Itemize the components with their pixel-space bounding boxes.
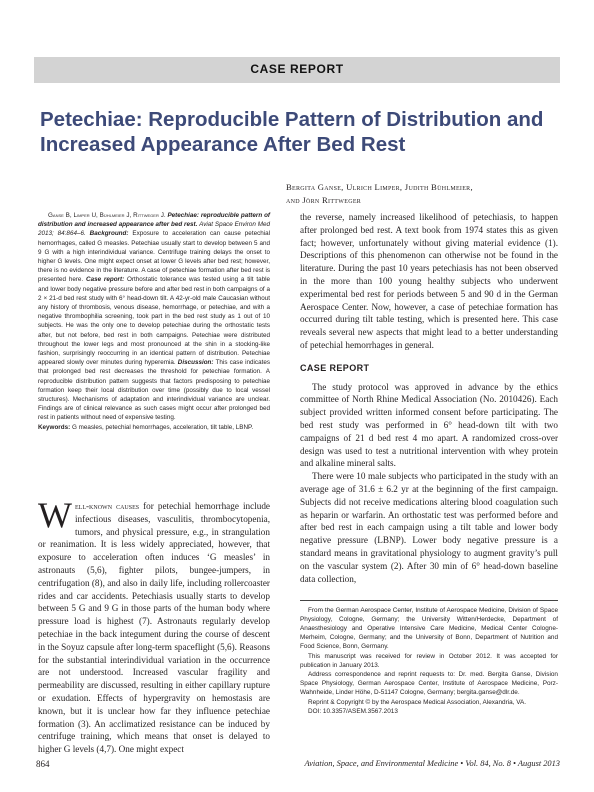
case-report-heading: CASE REPORT	[300, 362, 370, 373]
intro-lead: ell-known causes	[74, 501, 140, 511]
discussion-text: This case indicates that prolonged bed rest decreases the threshold for petechiae formation. A reproducible distribution pattern suggests that factors predisposing to petechiae formation keep their local distribution over time (possibly due to local vessel structures). Mechanisms of adaptation and interindividual variance are unclear. Findings are of clinical relevance as such cases might occur after prolonged bed rest in patients without need of expensive testing.	[38, 359, 270, 422]
keywords-text: G measles, petechial hemorrhages, acceleration, tilt table, LBNP.	[71, 423, 254, 431]
case-label: Case report:	[86, 276, 125, 284]
discussion-label: Discussion:	[177, 359, 214, 367]
copyright-note: Reprint & Copyright © by the Aerospace Medical Association, Alexandria, VA.	[308, 698, 527, 706]
section-banner	[34, 57, 560, 83]
received-note: This manuscript was received for review in October 2012. It was accepted for publication in January 2013.	[300, 652, 558, 669]
doi-note: DOI: 10.3357/ASEM.3567.2013	[308, 708, 398, 715]
keywords-label: Keywords:	[38, 423, 71, 431]
introduction	[38, 495, 270, 756]
case-report-paragraph: There were 10 male subjects who participated in the study with an average age of 31.6 ± 6.2 yr at the beginning of the first campaign. Subjects did not receive medications altering blood coagulation such as heparin or warfarin. An orthostatic test was performed before and after bed rest in each campaign using a tilt table and lower body negative pressure (LBNP). Lower body negative pressure is a standard means in gravitational physiology to augment gravity’s pull on the vascular system (2). After 30 min of 6° head-down baseline data collection,	[300, 471, 558, 584]
page-number: 864	[36, 759, 50, 769]
footnote-divider	[300, 600, 558, 601]
author-line: Bergita Ganse, Ulrich Limper, Judith Bühlmeier,	[286, 182, 473, 192]
citation-title: Petechiae: reproducible pattern of distribution and increased appearance after bed rest.	[38, 212, 271, 229]
article-title: Petechiae: Reproducible Pattern of Distribution and Increased Appearance After Bed Rest	[40, 108, 544, 156]
section-label: CASE REPORT	[250, 62, 344, 76]
intro-text: for petechial hemorrhage include infectious diseases, vasculitis, thrombocytopenia, tumors, and physical pressure, e.g., in strangulation or reanimation. It is less widely appreciated, however, that exposure to acceleration often induces ‘G measles’ in astronauts (5,6), fighter pilots, bungee-jumpers, in centrifugation (8), and also in daily life, including rollercoaster rides and car accidents. Petechiasis usually starts to develop between 5 G and 9 G in those parts of the human body where pressure load is highest (7). Astronauts regularly develop petechiae in the back integument during the course of descent in the Soyuz capsule after long-term spaceflight (5,6). Reasons for the substantial interindividual variation in the occurrence are not understood. Increased vascular fragility and permeability are discussed, resulting in either capillary rupture or exudation. Effects of hypergravity on hemostasis are known, but it is unclear how far they influence petechiae formation (3). An acclimatized resistance can be induced by centrifuge training, which means that onset is delayed to higher G levels (4,7). One might expect	[38, 501, 270, 755]
author-line: and Jörn Rittweger	[286, 195, 362, 205]
affiliation-note: From the German Aerospace Center, Institute of Aerospace Medicine, Division of Space Physiology, Cologne, Germany; the University Witten/Herdecke, Department of Anaesthesiology and Operative Intensive Care Medicine, Medical Center Cologne-Merheim, Cologne, Germany; and the University of Bonn, Department of Nutrition and Food Science, Bonn, Germany.	[300, 607, 558, 650]
drop-cap: W	[38, 495, 72, 535]
right-column	[300, 211, 558, 585]
citation-authors: Ganse B, Limper U, Bühlmeier J, Rittweger J.	[48, 212, 166, 219]
author-list	[286, 181, 556, 207]
journal-citation: Aviation, Space, and Environmental Medicine • Vol. 84, No. 8 • August 2013	[304, 759, 560, 768]
background-text: Exposure to acceleration can cause petechial hemorrhages, called G measles. Petechiae usually start to develop between 5 and 9 G with a high interindividual variance. Centrifuge training delays the onset to higher G levels. One might expect onset at lower G levels after bed rest; however, there is no evidence in the literature. A case of petechiae formation after bed rest is presented here.	[38, 230, 271, 284]
correspondence-note: Address correspondence and reprint requests to: Dr. med. Bergita Ganse, Division Space Physiology, German Aerospace Center, Institute of Aerospace Medicine, Porz-Wahnheide, Linder Höhe, D-51147 Cologne, Germany; bergita.ganse@dlr.de.	[300, 671, 558, 696]
background-label: Background:	[89, 230, 129, 238]
citation-source: Aviat Space Environ Med 2013; 84:864–6.	[38, 221, 270, 238]
footnotes	[300, 606, 558, 717]
case-text: Orthostatic tolerance was tested using a tilt table and lower body negative pressure before and after bed rest in both campaigns of a 2 × 21-d bed rest study with 6° head-down tilt. A 42-yr-old male Caucasian without any history of thrombosis, venous disease, hemorrhage, or petechiae, and with a negative thrombophilia screening, took part in the bed rest study as 1 out of 10 subjects. He was the only one to develop petechiae during the orthostatic tests after, but not before, bed rest in both campaigns. Petechiae were distributed throughout the lower legs and most pronounced at the shin in a stocking-like fashion, surprisingly reoccurring in an identical pattern of distribution. Petechiae appeared slowly over minutes during hyperemia.	[38, 276, 270, 367]
abstract	[38, 211, 270, 432]
intro-continued: the reverse, namely increased likelihood of petechiasis, to happen after prolonged bed rest. A text book from 1974 states this as given fact; however, unfortunately without giving material evidence (1). Descriptions of this phenomenon can otherwise not be found in the literature. During the past 10 years petechiasis has not been observed in the more than 100 young healthy subjects who underwent experimental bed rest for periods between 5 and 90 d in the German Aerospace Center. Now, however, a case of petechiae formation has occurred during tilt table testing, which is presented here. This case reveals several new aspects that might lead to a better understanding of petechial hemorrhages in general.	[300, 212, 558, 350]
case-report-paragraph: The study protocol was approved in advance by the ethics committee of North Rhine Medical Association (No. 2010426). Each subject provided written informed consent before participating. The bed rest study was performed in 6° head-down tilt with two campaigns of 21 d bed rest 4 mo apart. A randomized cross-over design was used to test a nutritional intervention with whey protein and alkaline mineral salts.	[300, 381, 558, 469]
